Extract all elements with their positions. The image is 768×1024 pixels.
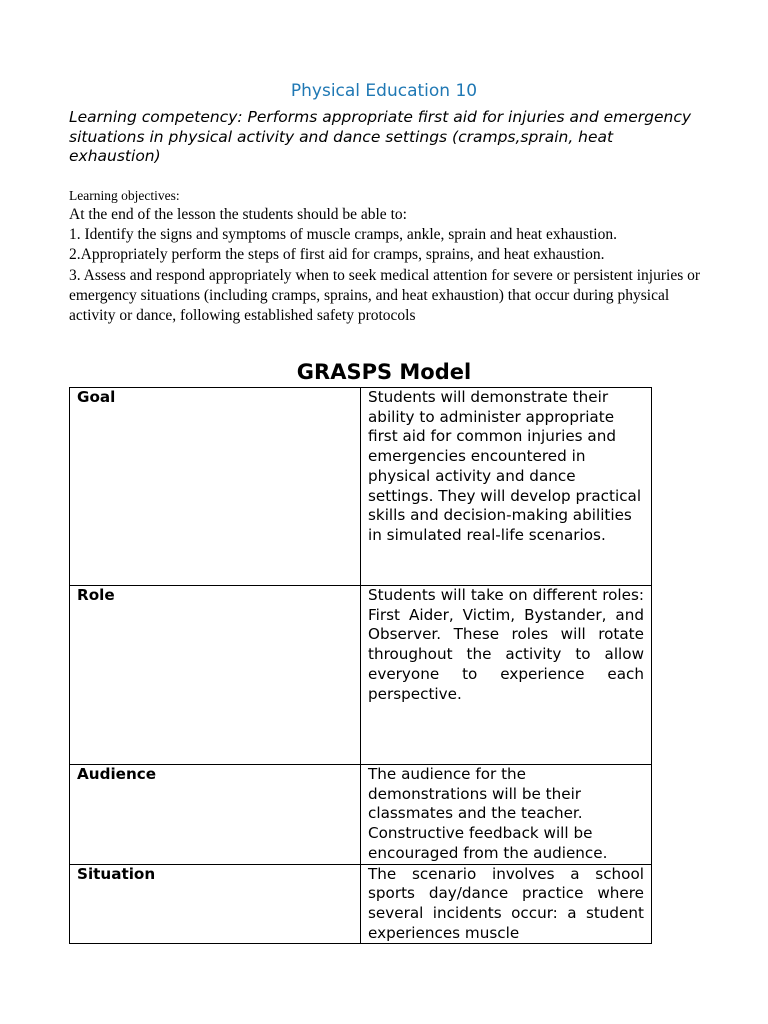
row-text-audience: The audience for the demonstrations will be their classmates and the teacher. Constructive feedback will be encouraged from the audience. (361, 765, 652, 865)
row-text-situation: The scenario involves a school sports day/dance practice where several incidents occur: a student experiences muscle (361, 864, 652, 944)
table-row (70, 765, 652, 865)
row-label-role: Role (70, 586, 361, 765)
objectives-intro: At the end of the lesson the students should be able to: (69, 206, 407, 223)
learning-competency: Learning competency: Performs appropriate first aid for injuries and emergency situations in physical activity and dance settings (cramps,sprain, heat exhaustion) (69, 108, 692, 165)
table-row (70, 586, 652, 765)
page-title: Physical Education 10 (290, 81, 478, 101)
grasps-table (69, 387, 652, 944)
objective-item: 3. Assess and respond appropriately when to seek medical attention for severe or persistent injuries or emergency situations (including cramps, sprains, and heat exhaustion) that occur during physical activity or dance, following established safety protocols (69, 266, 701, 325)
row-label-situation: Situation (70, 864, 361, 944)
row-label-audience: Audience (70, 765, 361, 865)
grasps-title: GRASPS Model (296, 360, 472, 384)
learning-objectives (69, 187, 709, 326)
row-text-role: Students will take on different roles: First Aider, Victim, Bystander, and Observer. These roles will rotate throughout the activity to allow everyone to experience each perspective. (361, 586, 652, 765)
row-text-goal: Students will demonstrate their ability to administer appropriate first aid for common injuries and emergencies encountered in physical activity and dance settings. They will develop practical skills and decision-making abilities in simulated real-life scenarios. (361, 388, 652, 586)
objective-item: 2.Appropriately perform the steps of first aid for cramps, sprains, and heat exhaustion. (69, 246, 605, 264)
row-label-goal: Goal (70, 388, 361, 586)
table-row (70, 864, 652, 944)
objective-item: 1. Identify the signs and symptoms of muscle cramps, ankle, sprain and heat exhaustion. (69, 226, 617, 244)
objectives-heading: Learning objectives: (69, 188, 180, 203)
table-row (70, 388, 652, 586)
